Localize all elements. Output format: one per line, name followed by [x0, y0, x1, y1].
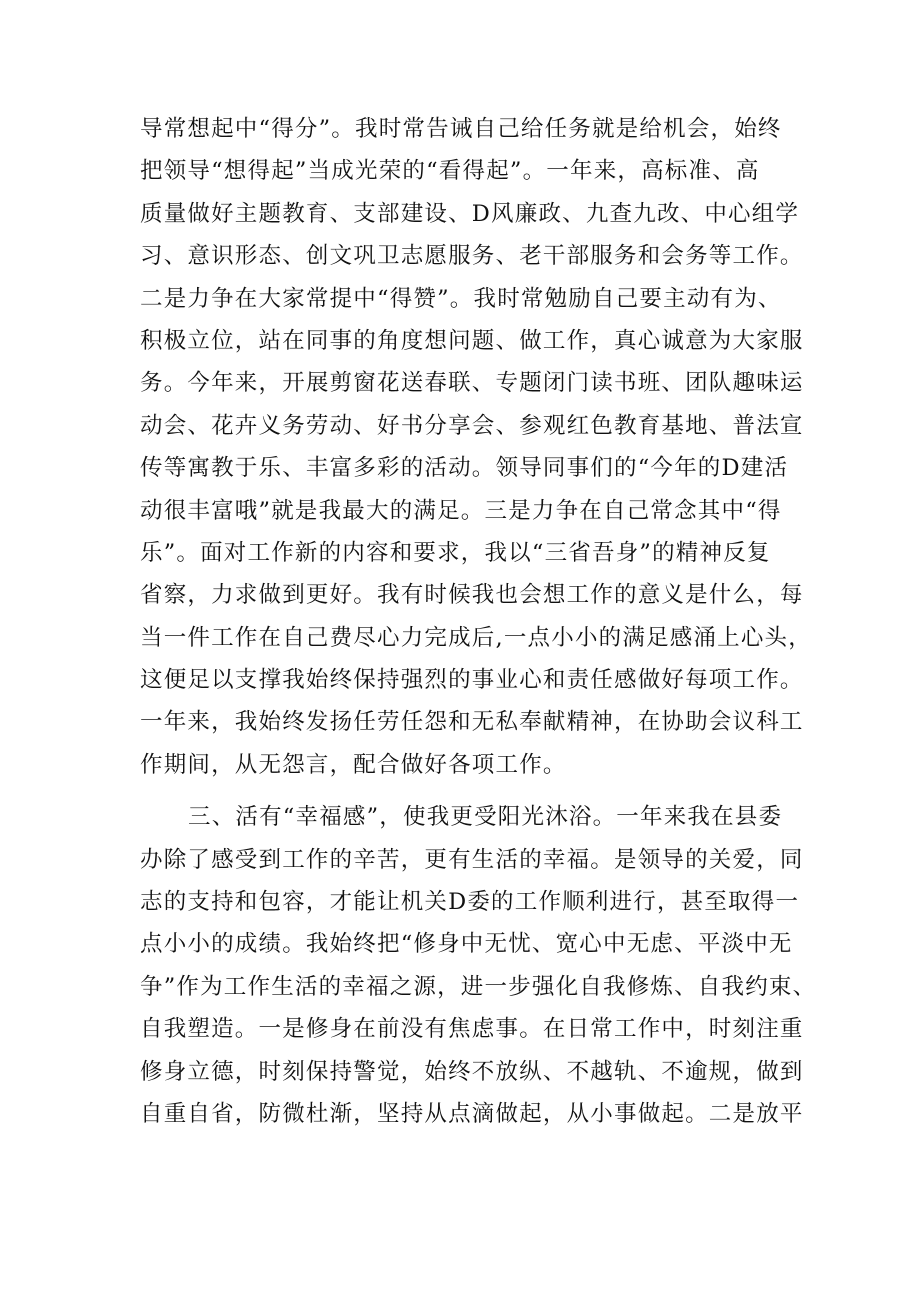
text-line: 作期间，从无怨言，配合做好各项工作。 — [140, 751, 567, 778]
text-line: 乐”。面对工作新的内容和要求，我以“三省吾身”的精神反复 — [140, 539, 771, 566]
text-line: 修身立德，时刻保持警觉，始终不放纵、不越轨、不逾规，做到 — [140, 1058, 804, 1085]
text-line: 省察，力求做到更好。我有时候我也会想工作的意义是什么，每 — [140, 582, 804, 609]
text-line: 习、意识形态、创文巩卫志愿服务、老干部服务和会务等工作。 — [140, 243, 804, 270]
text-line: 自重自省，防微杜渐，坚持从点滴做起，从小事做起。二是放平 — [140, 1100, 804, 1127]
paragraph-1 — [140, 108, 812, 786]
text-line: 动很丰富哦”就是我最大的满足。三是力争在自己常念其中“得 — [140, 497, 782, 524]
text-line: 三、活有“幸福感”，使我更受阳光沐浴。一年来我在县委 — [188, 804, 783, 831]
text-line: 一年来，我始终发扬任劳任怨和无私奉献精神，在协助会议科工 — [140, 709, 804, 736]
text-line: 务。今年来，开展剪窗花送春联、专题闭门读书班、团队趣味运 — [140, 370, 804, 397]
text-line: 导常想起中“得分”。我时常告诫自己给任务就是给机会，始终 — [140, 116, 782, 142]
text-line: 志的支持和包容，才能让机关D委的工作顺利进行，甚至取得一 — [140, 889, 800, 916]
text-line: 这便足以支撑我始终保持强烈的事业心和责任感做好每项工作。 — [140, 667, 804, 694]
text-line: 自我塑造。一是修身在前没有焦虑事。在日常工作中，时刻注重 — [140, 1016, 804, 1043]
text-line: 当一件工作在自己费尽心力完成后,一点小小的满足感涌上心头， — [140, 624, 812, 651]
document-body — [140, 108, 817, 1135]
text-line: 动会、花卉义务劳动、好书分享会、参观红色教育基地、普法宣 — [140, 412, 804, 439]
text-line: 点小小的成绩。我始终把“修身中无忧、宽心中无虑、平淡中无 — [140, 931, 793, 958]
text-line: 质量做好主题教育、支部建设、D风廉政、九查九改、中心组学 — [140, 200, 800, 227]
text-line: 积极立位，站在同事的角度想问题、做工作，真心诚意为大家服 — [140, 327, 804, 354]
paragraph-gap — [140, 786, 802, 796]
paragraph-2 — [140, 796, 817, 1135]
text-line: 把领导“想得起”当成光荣的“看得起”。一年来，高标准、高 — [140, 158, 760, 185]
text-line: 办除了感受到工作的辛苦，更有生活的幸福。是领导的关爱，同 — [140, 846, 804, 873]
text-line: 传等寓教于乐、丰富多彩的活动。领导同事们的“今年的D建活 — [140, 455, 789, 482]
text-line: 二是力争在大家常提中“得赞”。我时常勉励自己要主动有为、 — [140, 285, 782, 312]
text-line: 争”作为工作生活的幸福之源，进一步强化自我修炼、自我约束、 — [140, 973, 817, 1000]
